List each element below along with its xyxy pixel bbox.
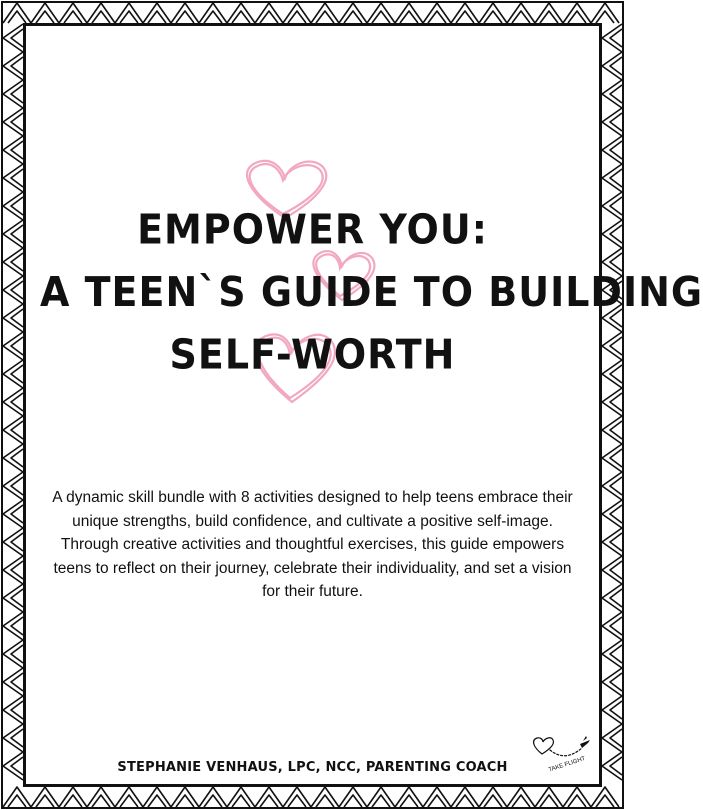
svg-text:TAKE FLIGHT: TAKE FLIGHT (547, 755, 587, 774)
title-line-2: A TEEN`S GUIDE TO BUILDING (40, 268, 703, 316)
title-line-3: SELF-WORTH (169, 330, 456, 379)
take-flight-logo-icon (530, 728, 592, 776)
page-title (40, 198, 703, 386)
author-credit: STEPHANIE VENHAUS, LPC, NCC, PARENTING COACH (117, 760, 508, 775)
title-line-1: EMPOWER YOU: (137, 205, 488, 254)
description-paragraph: A dynamic skill bundle with 8 activities designed to help teens embrace their unique strengths, build confidence, and cultivate a positive self-image. Through creative activities and thoughtful exercises, this guide empowers teens to reflect on their journey, celebrate their individuality, and set a vision for their future. (52, 489, 573, 600)
